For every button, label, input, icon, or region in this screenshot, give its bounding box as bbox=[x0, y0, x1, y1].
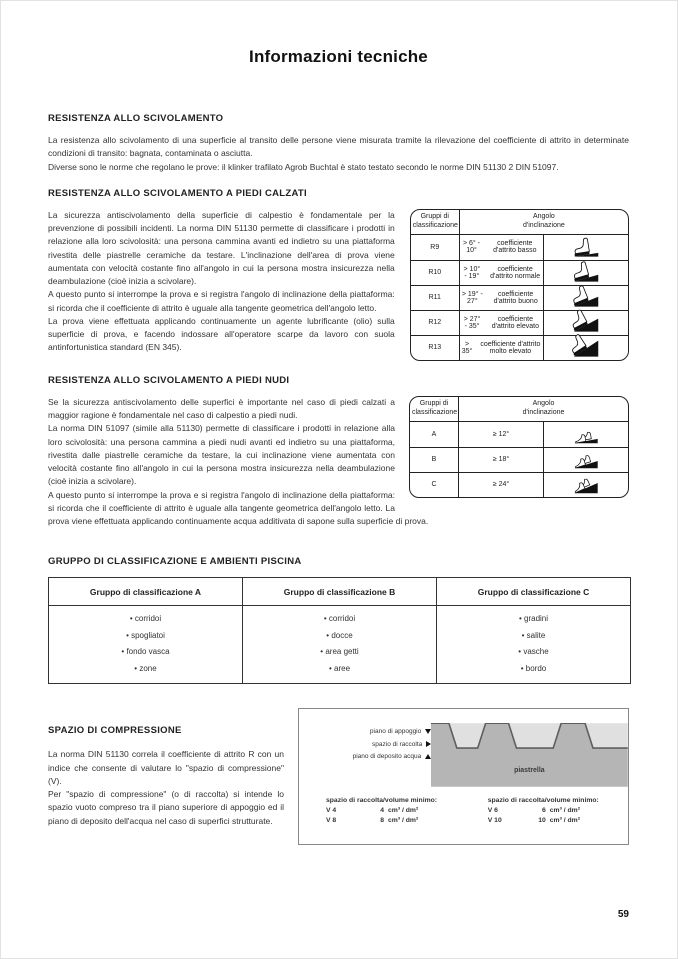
pool-column-a bbox=[49, 606, 243, 684]
paragraph: Diverse sono le norme che regolano le prove: il klinker trafilato Agrob Buchtal è stato testato secondo le norme DIN 51130 2 DIN 51097. bbox=[48, 161, 559, 172]
compression-diagram bbox=[298, 708, 629, 845]
angle-cell: > 35° coefficiente d'attrito molto elevato bbox=[459, 335, 544, 360]
label-piano-deposito: piano di deposito acqua bbox=[352, 753, 422, 760]
list-item: • spogliatoi bbox=[49, 628, 242, 645]
angle-cell: > 27° - 35° coefficiente d'attrito elevato bbox=[459, 310, 544, 335]
section-heading: RESISTENZA ALLO SCIVOLAMENTO A PIEDI NUDI bbox=[48, 374, 290, 386]
table-row bbox=[410, 447, 628, 472]
tile-label: piastrella bbox=[514, 767, 545, 775]
paragraph: La sicurezza antiscivolamento della superficie di calpestio è fondamentale per la prevenzione di possibili incidenti. La norma DIN 51130 permette di classificare i prodotti in relazione alla loro scivolosità: una persona cammina avanti ed indietro su una piattaforma rivestita delle piastrelle ceramiche da testare. L'inclinazione dell'area di prova viene aumentata con velocità costante fino all'angolo in cui la persona mostra insicurezza nella deambulazione (cioè inizia a scivolare). bbox=[48, 209, 395, 286]
section-text-column bbox=[48, 209, 395, 361]
note-row: V 6 6 cm³ / dm² bbox=[487, 807, 580, 815]
pool-column-header: Gruppo di classificazione A bbox=[49, 578, 243, 606]
note-title: spazio di raccolta/volume minimo: bbox=[326, 797, 438, 805]
paragraph: A questo punto si interrompe la prova e si registra l'angolo di inclinazione della piattaforma: si ricorda che il coefficiente di attrito è uguale alla tangente geometrica dell'angolo letto. La prova viene effettuata applicando continuamente acqua additivata di sapone sulla superficie di prova. bbox=[48, 489, 429, 526]
table-row bbox=[410, 422, 628, 447]
section-heading: RESISTENZA ALLO SCIVOLAMENTO A PIEDI CALZATI bbox=[48, 187, 307, 199]
paragraph: La norma DIN 51097 (simile alla 51130) permette di classificare i prodotti in relazione alla loro scivolosità: una persona cammina a piedi nudi avanti ed indietro su una piattaforma, rivestita dalle piastrelle ceramiche da testare, la cui inclinazione viene aumentata con velocità costante fino all'angolo in cui la persona mostra insicurezza nella deambulazione (cioè inizia a scivolare). bbox=[48, 423, 395, 487]
page-number: 59 bbox=[617, 909, 629, 920]
list-item: • salite bbox=[437, 628, 630, 645]
boot-on-ramp-icon bbox=[543, 260, 628, 285]
list-item: • zone bbox=[49, 661, 242, 678]
barefeet-on-ramp-icon bbox=[543, 447, 628, 472]
table-row bbox=[411, 260, 628, 285]
table-row bbox=[411, 235, 628, 260]
table-row bbox=[410, 472, 628, 497]
paragraph: La prova viene effettuata applicando continuamente un agente lubrificante (olio) sulla superficie di prova, e facendo indossare all'operatore scarpe da lavoro con suola antinfortunistica standard (EN 345). bbox=[48, 315, 395, 353]
pool-column-header: Gruppo di classificazione C bbox=[437, 578, 631, 606]
label-spazio-raccolta: spazio di raccolta bbox=[372, 740, 423, 748]
barefeet-on-ramp-icon bbox=[543, 472, 628, 497]
table-row bbox=[411, 285, 628, 310]
barefeet-on-ramp-icon bbox=[543, 422, 628, 447]
pool-column-c bbox=[437, 606, 631, 684]
angle-cell: > 10° - 19° coefficiente d'attrito normale bbox=[459, 260, 544, 285]
list-item: • bordo bbox=[437, 661, 630, 678]
paragraph: La resistenza allo scivolamento di una superficie al transito delle persone viene misurata tramite la rilevazione del coefficiente di attrito in determinate condizioni di transito: bagnata, contaminata o asciutta. bbox=[48, 135, 629, 159]
diagram-label-row bbox=[313, 738, 431, 751]
tile-profile-drawing bbox=[431, 723, 628, 787]
pool-classification-table bbox=[48, 577, 631, 684]
paragraph: A questo punto si interrompe la prova e si registra l'angolo di inclinazione della piattaforma: si ricorda che il coefficiente di attrito è uguale alla tangente geometrica dell'angolo letto. bbox=[48, 289, 395, 313]
group-cell: A bbox=[431, 430, 437, 438]
paragraph: Per "spazio di compressione" (o di raccolta) si intende lo spazio vuoto compreso tra il piano superiore di appoggio ed il piano di deposito dell'acqua nel caso di superfici strutturate. bbox=[48, 789, 284, 826]
boot-on-ramp-icon bbox=[543, 285, 628, 310]
list-item: • docce bbox=[243, 628, 436, 645]
list-item: • area getti bbox=[243, 644, 436, 661]
classification-table-shod bbox=[410, 209, 629, 361]
table-header-groups: Gruppi di classificazione bbox=[410, 397, 458, 422]
paragraph: La norma DIN 51130 correla il coefficiente di attrito R con un indice che consente di valutare lo "spazio di compressione" (V). bbox=[48, 749, 284, 786]
table-row bbox=[411, 310, 628, 335]
diagram-label-row bbox=[313, 725, 431, 738]
angle-cell: ≥ 18° bbox=[458, 447, 543, 472]
note-row: V 10 10 cm³ / dm² bbox=[487, 816, 580, 824]
table-header-groups: Gruppi di classificazione bbox=[411, 210, 459, 235]
angle-cell: ≥ 12° bbox=[458, 422, 543, 447]
table-header-angle: Angolo d'inclinazione bbox=[458, 397, 628, 422]
volume-note-left bbox=[326, 796, 488, 825]
section-heading: GRUPPO DI CLASSIFICAZIONE E AMBIENTI PISCINA bbox=[48, 556, 302, 568]
angle-cell: > 6° - 10° coefficiente d'attrito basso bbox=[459, 235, 544, 260]
angle-cell: > 19° - 27° coefficiente d'attrito buono bbox=[459, 285, 544, 310]
boot-on-ramp-icon bbox=[543, 335, 628, 360]
group-cell: R9 bbox=[430, 243, 440, 251]
boot-on-ramp-icon bbox=[543, 235, 628, 260]
section-heading: RESISTENZA ALLO SCIVOLAMENTO bbox=[48, 113, 224, 124]
list-item: • aree bbox=[243, 661, 436, 678]
label-piano-appoggio: piano di appoggio bbox=[369, 728, 422, 735]
group-cell: R11 bbox=[411, 285, 459, 310]
section-slip-resistance bbox=[48, 113, 629, 174]
section-shod-feet bbox=[48, 188, 629, 361]
group-cell: C bbox=[410, 472, 458, 497]
diagram-label-row bbox=[313, 750, 431, 763]
classification-table-barefoot bbox=[409, 396, 629, 498]
page-title: Informazioni tecniche bbox=[249, 47, 428, 66]
list-item: • gradini bbox=[437, 611, 630, 628]
note-row: V 4 4 cm³ / dm² bbox=[326, 807, 419, 815]
group-cell: B bbox=[410, 447, 458, 472]
list-item: • fondo vasca bbox=[49, 644, 242, 661]
boot-on-ramp-icon bbox=[543, 310, 628, 335]
section-bare-feet bbox=[48, 375, 629, 529]
pool-column-b bbox=[243, 606, 437, 684]
section-pool-groups bbox=[48, 556, 629, 684]
list-item: • vasche bbox=[437, 644, 630, 661]
table-header-angle: Angolo d'inclinazione bbox=[459, 210, 628, 235]
list-item: • corridoi bbox=[243, 611, 436, 628]
note-row: V 8 8 cm³ / dm² bbox=[326, 816, 419, 824]
section-heading: SPAZIO DI COMPRESSIONE bbox=[48, 725, 182, 737]
volume-note-right bbox=[488, 796, 628, 825]
section-compression bbox=[48, 708, 629, 845]
group-cell: R13 bbox=[411, 335, 459, 360]
angle-cell: ≥ 24° bbox=[458, 472, 543, 497]
table-row bbox=[411, 335, 628, 360]
group-cell: R12 bbox=[411, 310, 459, 335]
paragraph: Se la sicurezza antiscivolamento delle superfici è importante nel caso di piedi calzati a maggior ragione è fondamentale nel caso di calpestio a piedi nudi. bbox=[48, 396, 395, 420]
note-title: spazio di raccolta/volume minimo: bbox=[487, 797, 599, 805]
list-item: • corridoi bbox=[49, 611, 242, 628]
pool-column-header: Gruppo di classificazione B bbox=[243, 578, 437, 606]
group-cell: R10 bbox=[411, 260, 459, 285]
